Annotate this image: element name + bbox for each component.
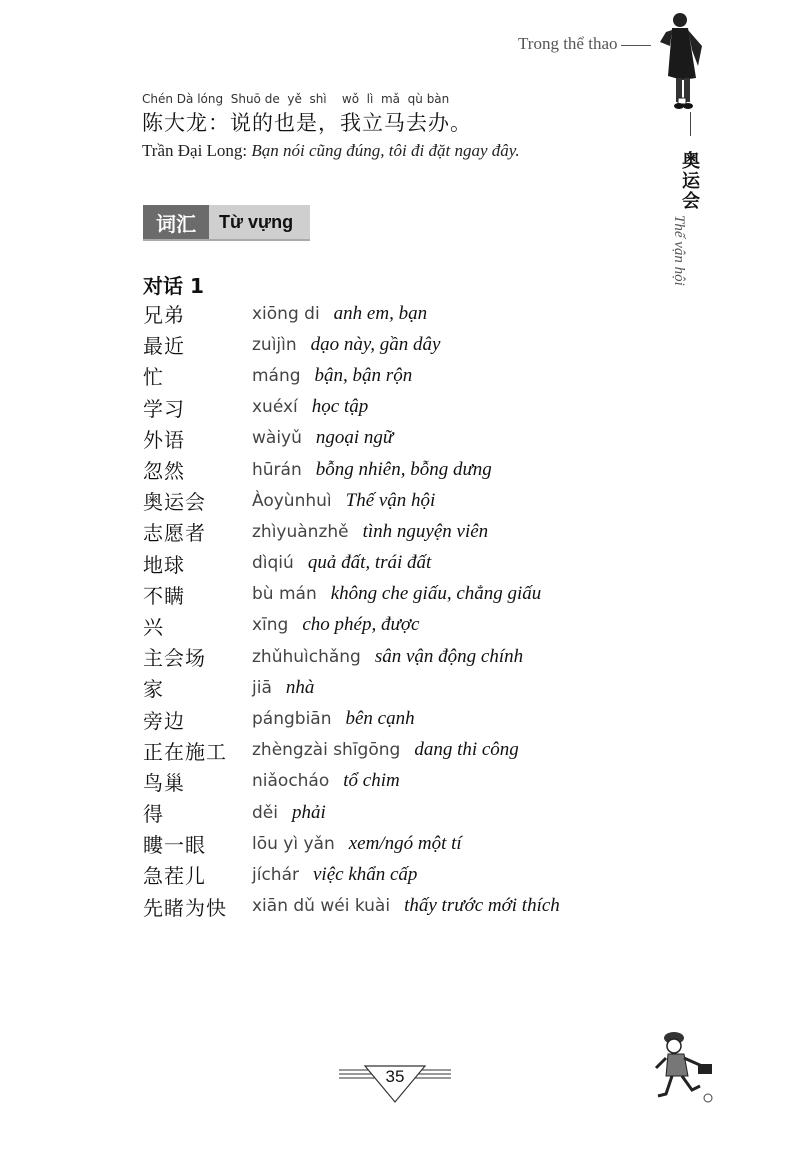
vocab-pinyin: xīng (252, 615, 289, 636)
vocab-hanzi: 学习 (143, 396, 185, 421)
speaker-name: Trần Đại Long: (142, 141, 248, 160)
side-title-vi: Thế vận hội (671, 215, 687, 286)
vocab-row (143, 610, 560, 641)
vocab-row (143, 360, 560, 391)
vocab-hanzi: 兴 (143, 614, 164, 639)
page-number: 35 (385, 1067, 405, 1086)
vocab-pinyin: bù mán (252, 584, 317, 605)
vocab-pinyin: hūrán (252, 459, 302, 480)
vocab-hanzi: 瞜一眼 (143, 833, 206, 858)
dialog-pinyin: Chén Dà lóng Shuō de yě shì wǒ lì mǎ qù bàn (142, 92, 450, 106)
vocab-meaning: không che giấu, chẳng giấu (330, 583, 542, 605)
vocab-meaning: anh em, bạn (333, 302, 428, 324)
vocab-hanzi: 先睹为快 (143, 895, 227, 920)
side-title-cn (677, 152, 705, 212)
vocab-meaning: nhà (285, 676, 315, 698)
vocab-meaning: ngoại ngữ (315, 427, 394, 449)
vocabulary-heading-vi: Từ vựng (219, 211, 294, 232)
section-title: Trong thể thao (518, 34, 618, 53)
side-title-char: 会 (682, 191, 700, 212)
header-rule (621, 45, 651, 46)
vocab-pinyin: zhìyuànzhě (252, 521, 349, 542)
vocab-hanzi: 兄弟 (143, 303, 185, 328)
vocab-hanzi: 得 (143, 802, 164, 827)
vocab-hanzi: 急茬儿 (143, 864, 206, 889)
vocab-row (143, 703, 560, 734)
vocab-pinyin: jíchár (252, 864, 299, 885)
vocab-pinyin: niǎocháo (252, 771, 330, 792)
vocab-pinyin: máng (252, 365, 301, 386)
vocab-pinyin: zuìjìn (252, 334, 297, 355)
vocab-pinyin: xiān dǔ wéi kuài (252, 896, 391, 917)
side-title-char: 运 (682, 171, 700, 192)
vocab-row (143, 828, 560, 859)
vocab-row (143, 423, 560, 454)
translation-text: Bạn nói cũng đúng, tôi đi đặt ngay đây. (247, 141, 520, 160)
vocabulary-heading-cn: 词汇 (143, 205, 209, 239)
vocab-row (143, 766, 560, 797)
vocab-row (143, 891, 560, 922)
vocab-row (143, 797, 560, 828)
vocab-hanzi: 外语 (143, 427, 185, 452)
vocab-meaning: thấy trước mới thích (404, 895, 560, 917)
vocab-row (143, 579, 560, 610)
vocab-hanzi: 忽然 (143, 459, 185, 484)
dialog-chinese: 陈大龙：说的也是，我立马去办。 (142, 111, 472, 135)
vocab-hanzi: 鸟巢 (143, 770, 185, 795)
standing-man-illustration (652, 6, 712, 114)
vocab-row (143, 485, 560, 516)
vocab-row (143, 548, 560, 579)
vocabulary-list (143, 298, 560, 922)
vocab-row (143, 298, 560, 329)
vocab-pinyin: xiōng di (252, 303, 320, 324)
vocab-row (143, 641, 560, 672)
vocab-pinyin: pángbiān (252, 709, 332, 730)
vocab-meaning: học tập (311, 396, 369, 418)
vocab-meaning: bận, bận rộn (314, 364, 413, 386)
vocab-row (143, 516, 560, 547)
vocab-hanzi: 主会场 (143, 646, 206, 671)
vocab-meaning: xem/ngó một tí (348, 832, 462, 854)
vocab-meaning: cho phép, được (302, 614, 420, 636)
vocab-meaning: bên cạnh (345, 708, 415, 730)
vocab-meaning: Thế vận hội (345, 489, 436, 511)
dialog-line (142, 92, 520, 161)
vocab-meaning: phải (291, 801, 326, 823)
vocab-row (143, 735, 560, 766)
vocab-hanzi: 旁边 (143, 708, 185, 733)
vocab-pinyin: zhèngzài shīgōng (252, 740, 401, 761)
vocab-meaning: dang thi công (414, 739, 519, 761)
vocab-hanzi: 志愿者 (143, 521, 206, 546)
vocab-meaning: quả đất, trái đất (307, 552, 432, 574)
vocab-meaning: dạo này, gần dây (310, 333, 441, 355)
vocab-pinyin: děi (252, 802, 278, 823)
vocab-pinyin: lōu yì yǎn (252, 833, 335, 854)
vocab-row (143, 672, 560, 703)
vocab-meaning: việc khẩn cấp (312, 863, 418, 885)
vocab-pinyin: wàiyǔ (252, 428, 302, 449)
vocab-row (143, 392, 560, 423)
vocab-hanzi: 不瞒 (143, 583, 185, 608)
vocab-pinyin: Àoyùnhuì (252, 490, 332, 511)
vocab-hanzi: 家 (143, 677, 164, 702)
vocab-row (143, 454, 560, 485)
dialog-translation (142, 141, 520, 161)
vocab-pinyin: xuéxí (252, 397, 298, 418)
vocab-meaning: bỗng nhiên, bỗng dưng (315, 458, 492, 480)
vocab-row (143, 329, 560, 360)
vocab-pinyin: zhǔhuìchǎng (252, 646, 361, 667)
vocab-pinyin: dìqiú (252, 553, 294, 574)
side-title-char: 奥 (682, 151, 700, 172)
vocab-meaning: tình nguyện viên (362, 520, 489, 542)
vocab-meaning: tổ chim (343, 770, 400, 792)
running-man-illustration (652, 1024, 722, 1104)
vocab-meaning: sân vận động chính (374, 645, 524, 667)
vocab-hanzi: 忙 (143, 365, 164, 390)
vocab-hanzi: 正在施工 (143, 739, 227, 764)
vocab-pinyin: jiā (252, 677, 272, 698)
vocabulary-heading (143, 205, 310, 241)
vocab-row (143, 859, 560, 890)
dialog-section-title: 对话 1 (143, 274, 204, 298)
vocab-hanzi: 地球 (143, 552, 185, 577)
vocab-hanzi: 最近 (143, 334, 185, 359)
side-rule (690, 112, 691, 136)
vocab-hanzi: 奥运会 (143, 490, 206, 515)
